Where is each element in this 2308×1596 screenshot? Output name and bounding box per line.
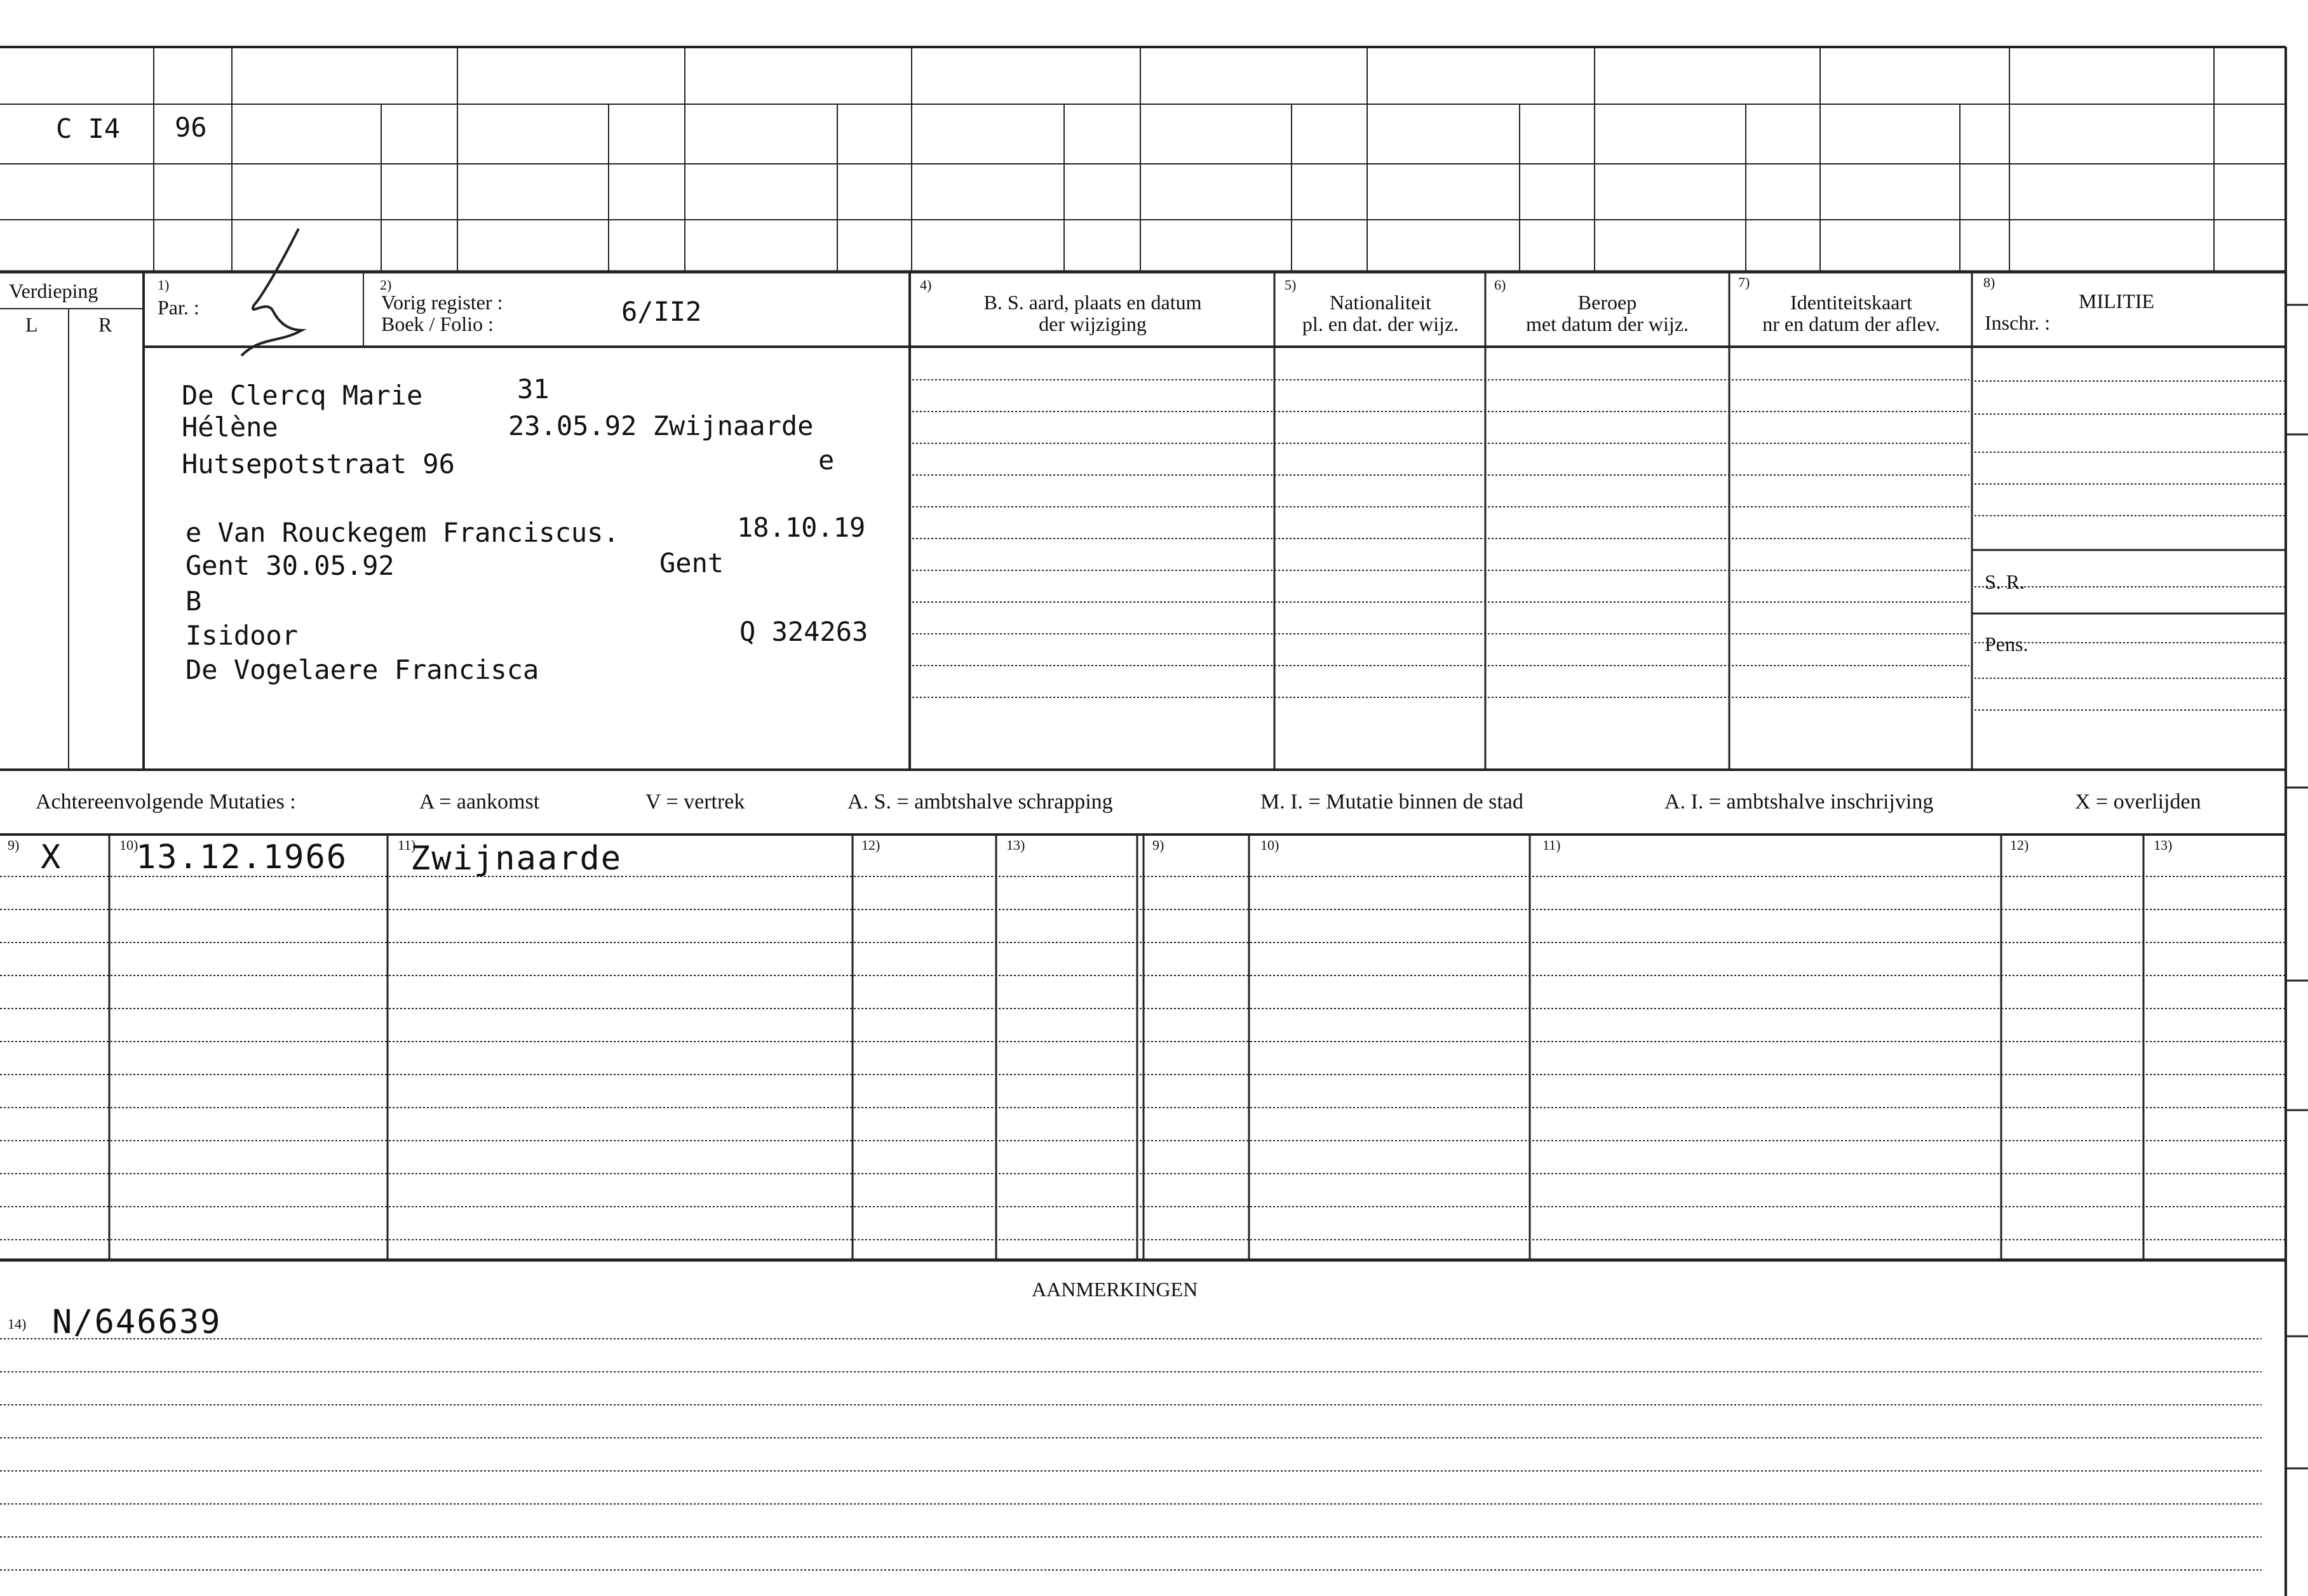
idcard-number: 7) <box>1738 274 1750 290</box>
register-number: 2) <box>380 277 392 293</box>
par-pen-mark <box>241 229 302 356</box>
legend-ai: A. I. = ambtshalve inschrijving <box>1664 790 1934 814</box>
street-address: Hutsepotstraat 96 <box>182 448 455 479</box>
spouse-name: e Van Rouckegem Franciscus. <box>186 517 619 548</box>
nationality-number: 5) <box>1285 277 1297 293</box>
mutation-col13: 13) <box>1006 837 1025 853</box>
birth-day: 31 <box>517 373 550 405</box>
card-number: 96 <box>175 112 207 143</box>
profession-heading-line1: Beroep <box>1577 291 1637 314</box>
legend-as: A. S. = ambtshalve schrapping <box>847 790 1113 814</box>
card-code: C I4 <box>56 113 121 144</box>
par-number: 1) <box>158 277 170 293</box>
marriage-place: Gent <box>659 547 724 579</box>
legend-v: V = vertrek <box>645 790 745 814</box>
bs-heading-line2: der wijziging <box>1039 312 1147 335</box>
militia-inschr-label: Inschr. : <box>1985 311 2051 334</box>
register-value: 6/II2 <box>621 296 702 327</box>
mother-name: De Vogelaere Francisca <box>186 654 539 685</box>
mutation-col13-right: 13) <box>2154 837 2173 853</box>
remarks-title: AANMERKINGEN <box>1032 1278 1198 1301</box>
profession-number: 6) <box>1494 277 1506 293</box>
floor-left: L <box>25 313 38 336</box>
father-name: Isidoor <box>186 620 299 651</box>
person-surname: De Clercq Marie <box>182 380 423 411</box>
militia-title: MILITIE <box>2079 290 2155 312</box>
bs-number: 4) <box>920 277 932 293</box>
e-mark: e <box>818 445 835 476</box>
idcard-heading-line1: Identiteitskaart <box>1790 291 1912 314</box>
remarks-number: 14) <box>8 1316 27 1332</box>
mutation-date: 13.12.1966 <box>136 838 348 876</box>
legend-a: A = aankomst <box>419 790 540 814</box>
par-label: Par. : <box>158 296 199 319</box>
mutation-col10: 10) <box>119 837 138 853</box>
militia-sr-label: S. R. <box>1985 570 2025 593</box>
remarks-value: N/646639 <box>52 1303 222 1341</box>
idcard-heading-line2: nr en datum der aflev. <box>1762 312 1940 335</box>
militia-pens-label: Pens. <box>1985 633 2028 655</box>
mutation-place: Zwijnaarde <box>410 840 623 878</box>
floor-right: R <box>98 313 112 336</box>
id-number: Q 324263 <box>739 616 868 647</box>
mutation-col9: 9) <box>8 837 20 853</box>
nationality-code: B <box>186 586 202 617</box>
militia-number: 8) <box>1983 274 1995 290</box>
profession-heading-line2: met datum der wijz. <box>1526 312 1689 335</box>
spouse-date: 18.10.19 <box>737 512 866 543</box>
legend-x: X = overlijden <box>2075 790 2201 814</box>
mutation-col12: 12) <box>861 837 881 853</box>
birth-date-place: 23.05.92 Zwijnaarde <box>508 410 814 441</box>
register-label: Vorig register : <box>381 291 503 314</box>
legend-title: Achtereenvolgende Mutaties : <box>36 790 296 814</box>
bs-heading-line1: B. S. aard, plaats en datum <box>983 291 1202 314</box>
mutation-col10-right: 10) <box>1260 837 1279 853</box>
person-firstname: Hélène <box>182 412 278 443</box>
mutation-col11-right: 11) <box>1542 837 1561 853</box>
nationality-heading-line1: Nationaliteit <box>1330 291 1431 314</box>
mutation-col12-right: 12) <box>2010 837 2029 853</box>
mutation-type: X <box>41 838 62 876</box>
nationality-heading-line2: pl. en dat. der wijz. <box>1302 312 1459 335</box>
spouse-birth: Gent 30.05.92 <box>186 550 395 581</box>
folio-label: Boek / Folio : <box>381 312 494 335</box>
floor-label: Verdieping <box>9 279 98 302</box>
legend-mi: M. I. = Mutatie binnen de stad <box>1260 790 1523 814</box>
mutation-col9-right: 9) <box>1152 837 1164 853</box>
mutation-col11: 11) <box>398 837 416 853</box>
